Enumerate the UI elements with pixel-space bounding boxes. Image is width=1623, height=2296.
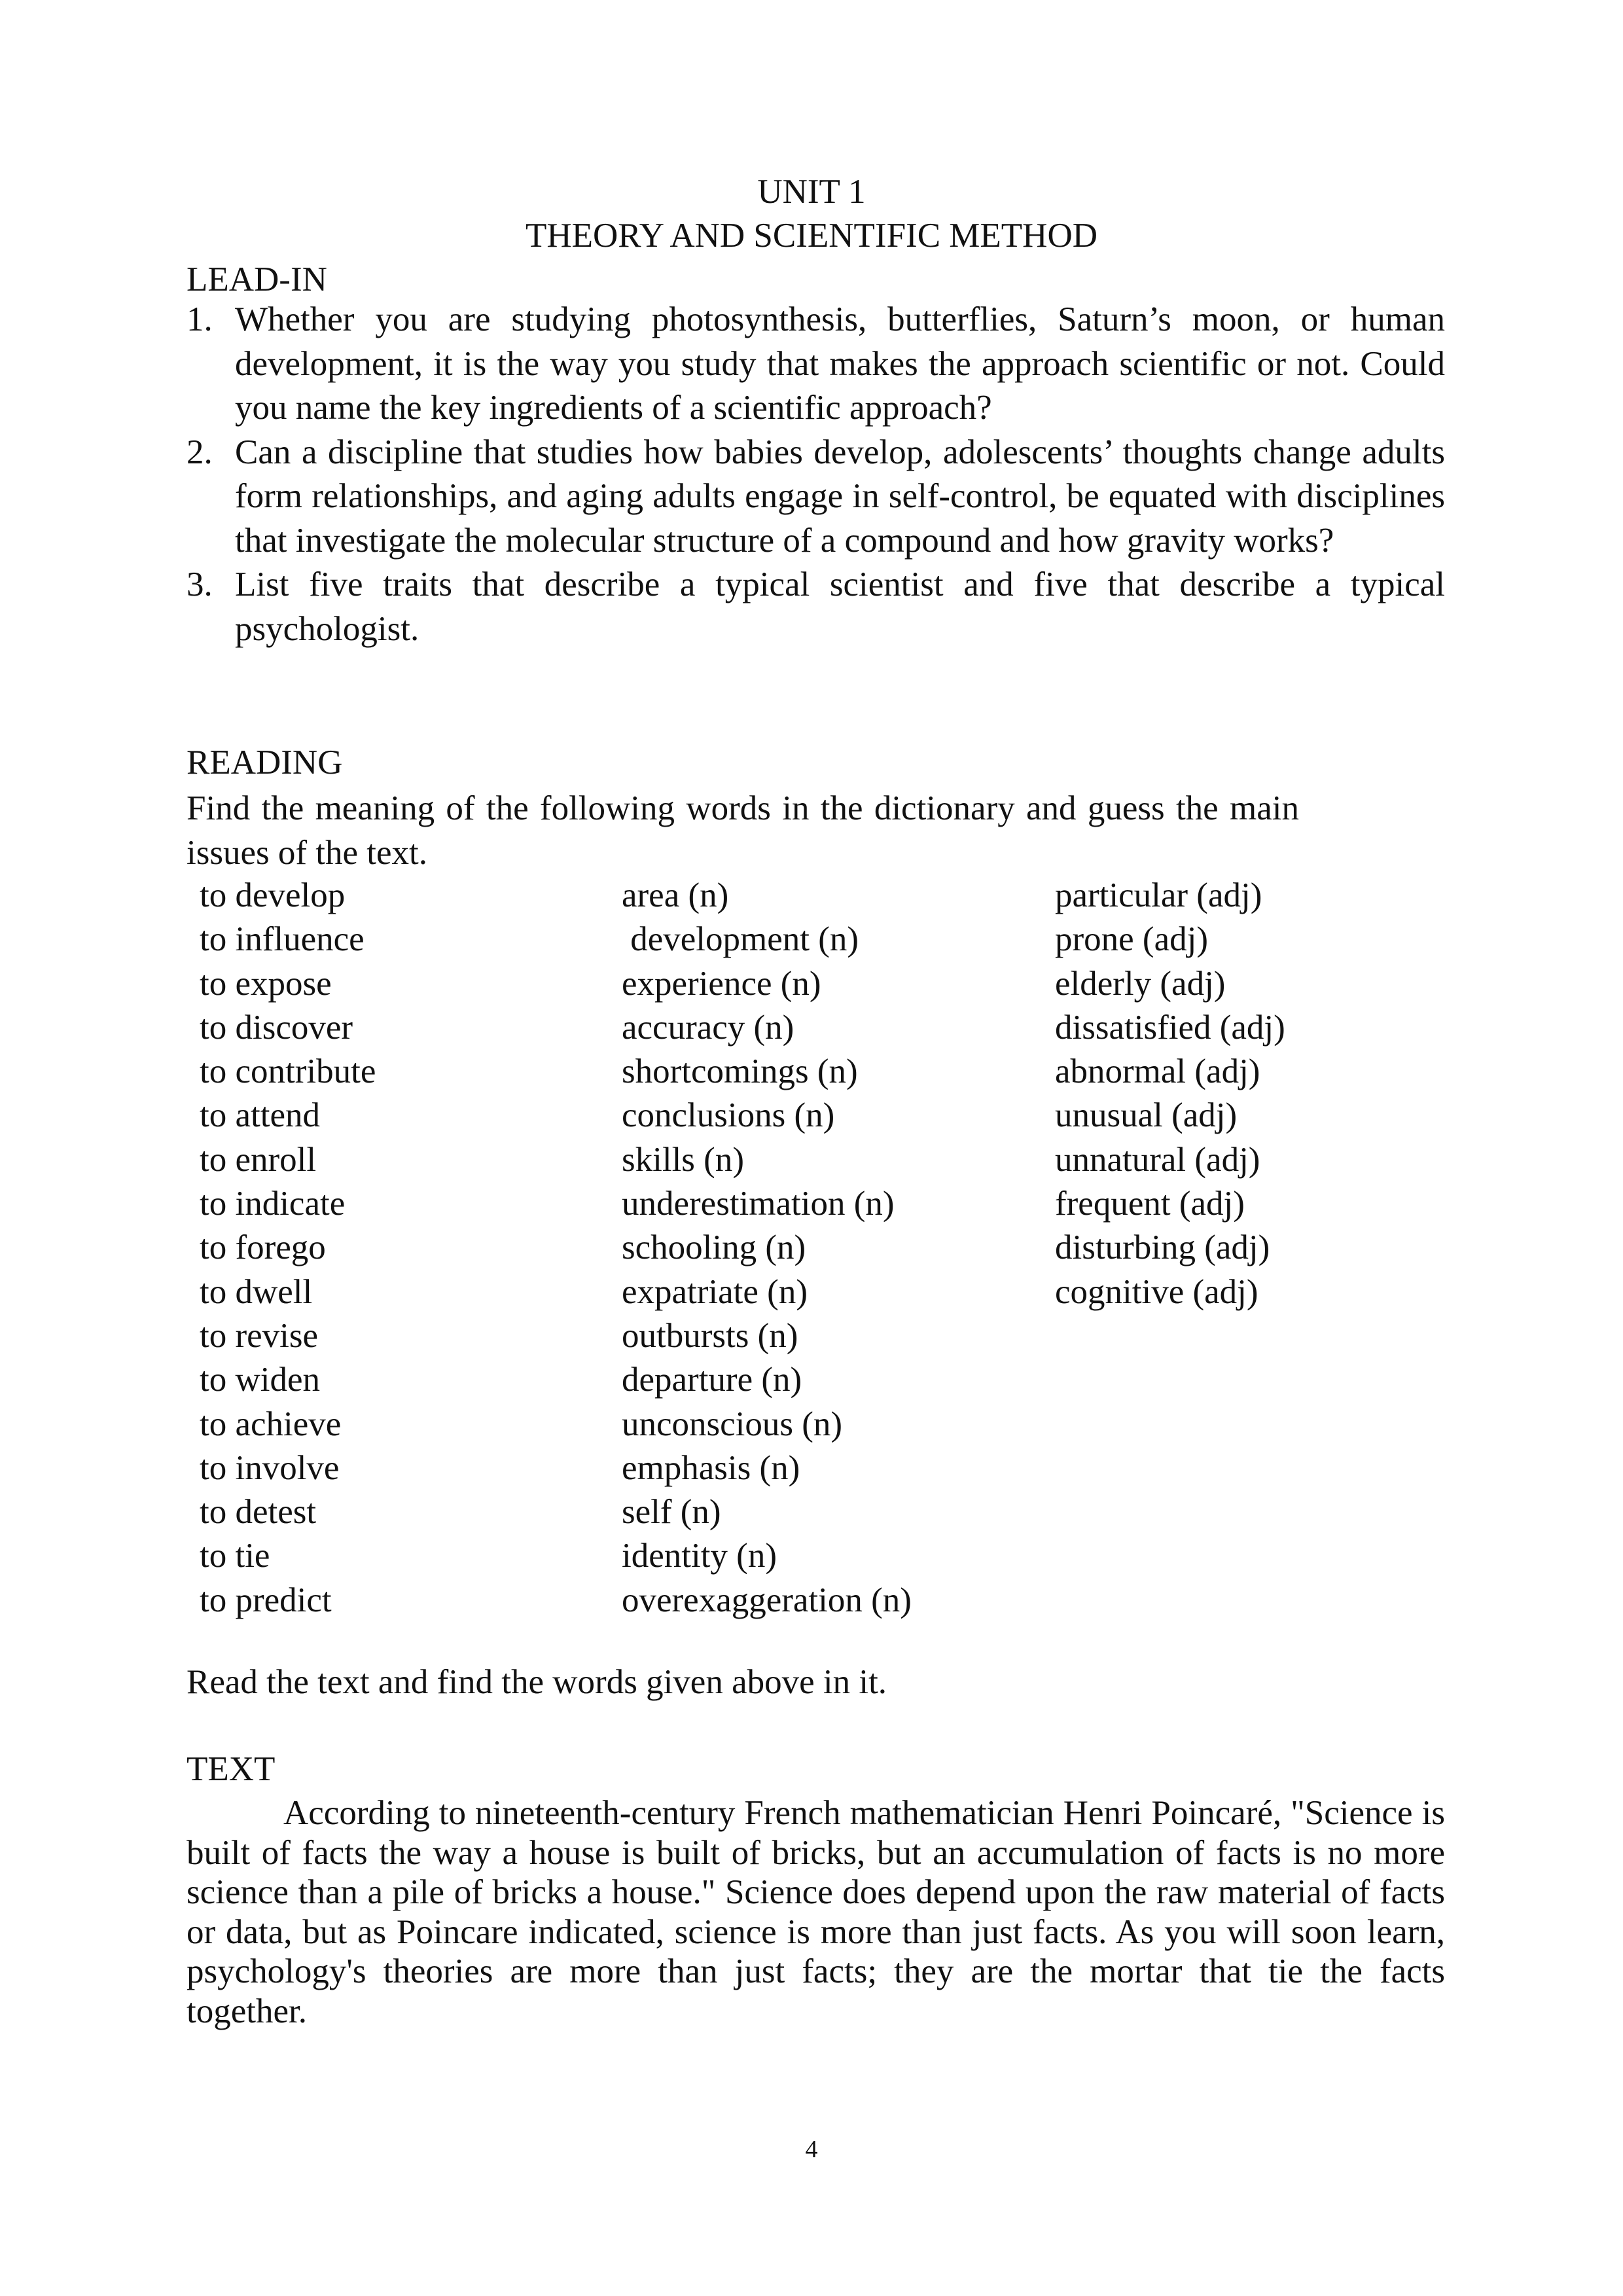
vocab-adjective: abnormal (adj)	[1055, 1052, 1260, 1091]
adjectives-column	[1055, 874, 1285, 1314]
vocab-noun: emphasis (n)	[622, 1448, 800, 1487]
vocab-noun: overexaggeration (n)	[622, 1581, 912, 1619]
vocab-verb: to involve	[200, 1448, 340, 1487]
vocab-adjective: unnatural (adj)	[1055, 1140, 1260, 1179]
verbs-column	[200, 874, 376, 1623]
vocab-verb: to discover	[200, 1008, 353, 1047]
vocab-noun: self (n)	[622, 1493, 721, 1532]
vocab-noun: unconscious (n)	[622, 1405, 843, 1443]
vocab-verb: to develop	[200, 876, 346, 914]
text-heading: TEXT	[187, 1750, 276, 1788]
vocab-verb: to dwell	[200, 1272, 313, 1311]
vocab-verb: to forego	[200, 1229, 326, 1267]
vocab-verb: to indicate	[200, 1185, 346, 1223]
vocab-verb: to detest	[200, 1493, 317, 1532]
vocab-adjective: particular (adj)	[1055, 876, 1262, 914]
leadin-heading: LEAD-IN	[187, 260, 327, 298]
vocab-noun: accuracy (n)	[622, 1008, 794, 1047]
vocab-verb: to revise	[200, 1316, 319, 1355]
vocab-verb: to predict	[200, 1581, 332, 1619]
leadin-item-number: 1.	[187, 300, 213, 338]
vocab-adjective: cognitive (adj)	[1055, 1272, 1258, 1311]
vocab-noun: skills (n)	[622, 1140, 744, 1179]
vocab-noun: schooling (n)	[622, 1229, 806, 1267]
vocab-noun: experience (n)	[622, 964, 821, 1003]
nouns-column	[622, 874, 912, 1623]
vocab-adjective: dissatisfied (adj)	[1055, 1008, 1285, 1047]
vocab-noun: underestimation (n)	[622, 1185, 895, 1223]
vocab-noun: expatriate (n)	[622, 1272, 808, 1311]
vocab-verb: to enroll	[200, 1140, 317, 1179]
vocab-verb: to achieve	[200, 1405, 342, 1443]
leadin-item-text: Whether you are studying photosynthesis, butterflies, Saturn’s moon, or human development, it is the way you study that makes the approach scientific or not. Could you name the key ingredients of a scientific approach?	[235, 300, 1445, 427]
leadin-item	[187, 298, 1445, 431]
vocab-noun: departure (n)	[622, 1361, 802, 1399]
leadin-item	[187, 563, 1445, 651]
vocab-verb: to tie	[200, 1537, 270, 1575]
leadin-item-text: List five traits that describe a typical scientist and five that describe a typical psychologist.	[235, 565, 1445, 648]
vocab-verb: to contribute	[200, 1052, 376, 1091]
vocab-adjective: unusual (adj)	[1055, 1096, 1238, 1135]
vocab-adjective: disturbing (adj)	[1055, 1229, 1270, 1267]
text-paragraph: According to nineteenth-century French mathematician Henri Poincaré, "Science is built of facts the way a house is built of bricks, but an accumulation of facts is no more science than a pile of bricks a house." Science does depend upon the raw material of facts or data, but as Poincare indicated, science is more than just facts. As you will soon learn, psychology's theories are more than just facts; they are the mortar that tie the facts together.	[187, 1794, 1445, 2030]
vocab-noun: development (n)	[622, 920, 859, 959]
page-number: 4	[805, 2136, 818, 2163]
leadin-item-text: Can a discipline that studies how babies develop, adolescents’ thoughts change adults form relationships, and aging adults engage in self-control, be equated with disciplines that investigate the molecular structure of a compound and how gravity works?	[235, 433, 1445, 560]
leadin-item-number: 3.	[187, 565, 213, 603]
vocab-noun: area (n)	[622, 876, 729, 914]
unit-label: UNIT 1	[757, 173, 866, 211]
reading-instruction: Find the meaning of the following words in the dictionary and guess the main issues of the text.	[187, 789, 1299, 872]
page-title: THEORY AND SCIENTIFIC METHOD	[525, 217, 1097, 255]
vocab-adjective: frequent (adj)	[1055, 1185, 1245, 1223]
vocab-adjective: prone (adj)	[1055, 920, 1208, 959]
vocab-verb: to expose	[200, 964, 332, 1003]
reading-heading: READING	[187, 744, 343, 781]
vocab-verb: to attend	[200, 1096, 320, 1135]
vocab-noun: shortcomings (n)	[622, 1052, 858, 1091]
vocab-noun: conclusions (n)	[622, 1096, 835, 1135]
vocab-verb: to influence	[200, 920, 365, 959]
vocab-adjective: elderly (adj)	[1055, 964, 1226, 1003]
vocab-noun: outbursts (n)	[622, 1316, 798, 1355]
vocab-noun: identity (n)	[622, 1537, 777, 1575]
leadin-item	[187, 431, 1445, 564]
reading-task: Read the text and find the words given above in it.	[187, 1663, 887, 1701]
leadin-list	[187, 298, 1445, 651]
leadin-item-number: 2.	[187, 433, 213, 471]
vocab-verb: to widen	[200, 1361, 320, 1399]
